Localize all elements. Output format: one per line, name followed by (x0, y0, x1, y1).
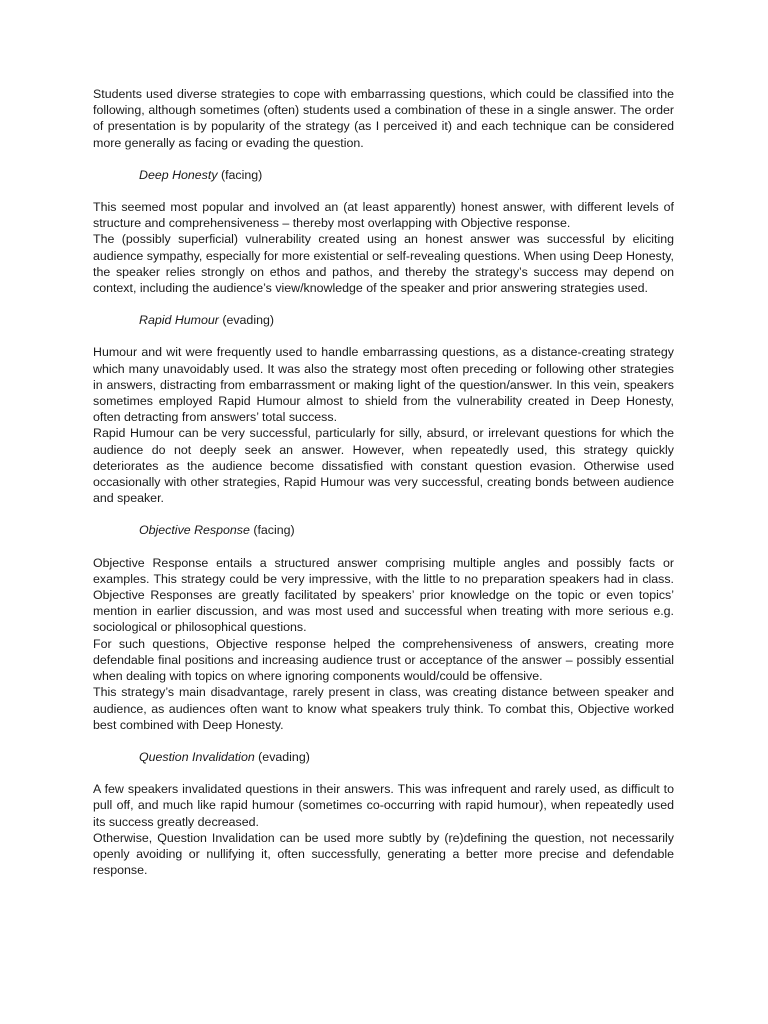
section-tag: (facing) (217, 167, 263, 182)
section-term: Deep Honesty (139, 167, 218, 182)
section-tag: (evading) (218, 313, 274, 328)
section-paragraph: The (possibly superficial) vulnerability created using an honest answer was successful by eliciting audience sympathy, especially for more existential or self-revealing questions. When using Deep Honesty, the speaker relies strongly on ethos and pathos, and thereby the strategy’s success may depend on context, including the audience’s view/knowledge of the speaker and prior answering strategies used. (93, 232, 674, 296)
section-paragraph: Objective Response entails a structured answer comprising multiple angles and possibly facts or examples. This strategy could be very impressive, with the little to no preparation speakers had in class. Objective Responses are greatly facilitated by speakers’ prior knowledge on the topic or even topics’ mention in earlier discussion, and was most used and successful when treating with more serious e.g. sociological or philosophical questions. (93, 555, 674, 635)
spacer (93, 183, 674, 199)
section-tag: (facing) (249, 523, 295, 538)
intro-paragraph: Students used diverse strategies to cope with embarrassing questions, which could be classified into the following, although sometimes (often) students used a combination of these in a single answer. The order of presentation is by popularity of the strategy (as I perceived it) and each technique can be considered more generally as facing or evading the question. (93, 87, 674, 150)
section-paragraph: A few speakers invalidated questions in their answers. This was infrequent and rarely used, as difficult to pull off, and much like rapid humour (sometimes co-occurring with rapid humour), when repeatedly used its success greatly decreased. (93, 782, 674, 829)
spacer (93, 296, 674, 312)
section-paragraph: Otherwise, Question Invalidation can be used more subtly by (re)defining the question, not necessarily openly avoiding or nullifying it, often successfully, generating a better more precise and defendable response. (93, 830, 674, 878)
section-heading-objective-response (93, 522, 674, 538)
spacer (93, 506, 674, 522)
spacer (93, 733, 674, 749)
section-tag: (evading) (254, 749, 310, 764)
section-heading-deep-honesty (93, 167, 674, 183)
section-paragraph: For such questions, Objective response helped the comprehensiveness of answers, creating more defendable final positions and increasing audience trust or acceptance of the answer – possibly essential when dealing with topics on where ignoring components would/could be offensive. (93, 636, 674, 684)
spacer (93, 328, 674, 344)
section-paragraph: Humour and wit were frequently used to handle embarrassing questions, as a distance-creating strategy which many unavoidably used. It was also the strategy most often preceding or following other strategies in answers, distracting from embarrassment or making light of the question/answer. In this vein, speakers sometimes employed Rapid Humour almost to shield from the vulnerability created in Deep Honesty, often detracting from answers’ total success. (93, 345, 674, 425)
section-paragraph: This strategy’s main disadvantage, rarely present in class, was creating distance between speaker and audience, as audiences often want to know what speakers truly think. To combat this, Objective worked best combined with Deep Honesty. (93, 685, 674, 732)
section-paragraph: Rapid Humour can be very successful, particularly for silly, absurd, or irrelevant questions for which the audience do not deeply seek an answer. However, when repeatedly used, this strategy quickly deteriorates as the audience become dissatisfied with constant question evasion. Otherwise used occasionally with other strategies, Rapid Humour was very successful, creating bonds between audience and speaker. (93, 426, 674, 506)
spacer (93, 765, 674, 781)
spacer (93, 539, 674, 555)
section-term: Rapid Humour (139, 313, 219, 328)
spacer (93, 151, 674, 167)
section-heading-question-invalidation (93, 749, 674, 765)
section-term: Objective Response (139, 523, 250, 538)
section-heading-rapid-humour (93, 312, 674, 328)
section-term: Question Invalidation (139, 749, 255, 764)
section-paragraph: This seemed most popular and involved an (at least apparently) honest answer, with different levels of structure and comprehensiveness – thereby most overlapping with Objective response. (93, 200, 674, 231)
document-page (93, 86, 674, 878)
